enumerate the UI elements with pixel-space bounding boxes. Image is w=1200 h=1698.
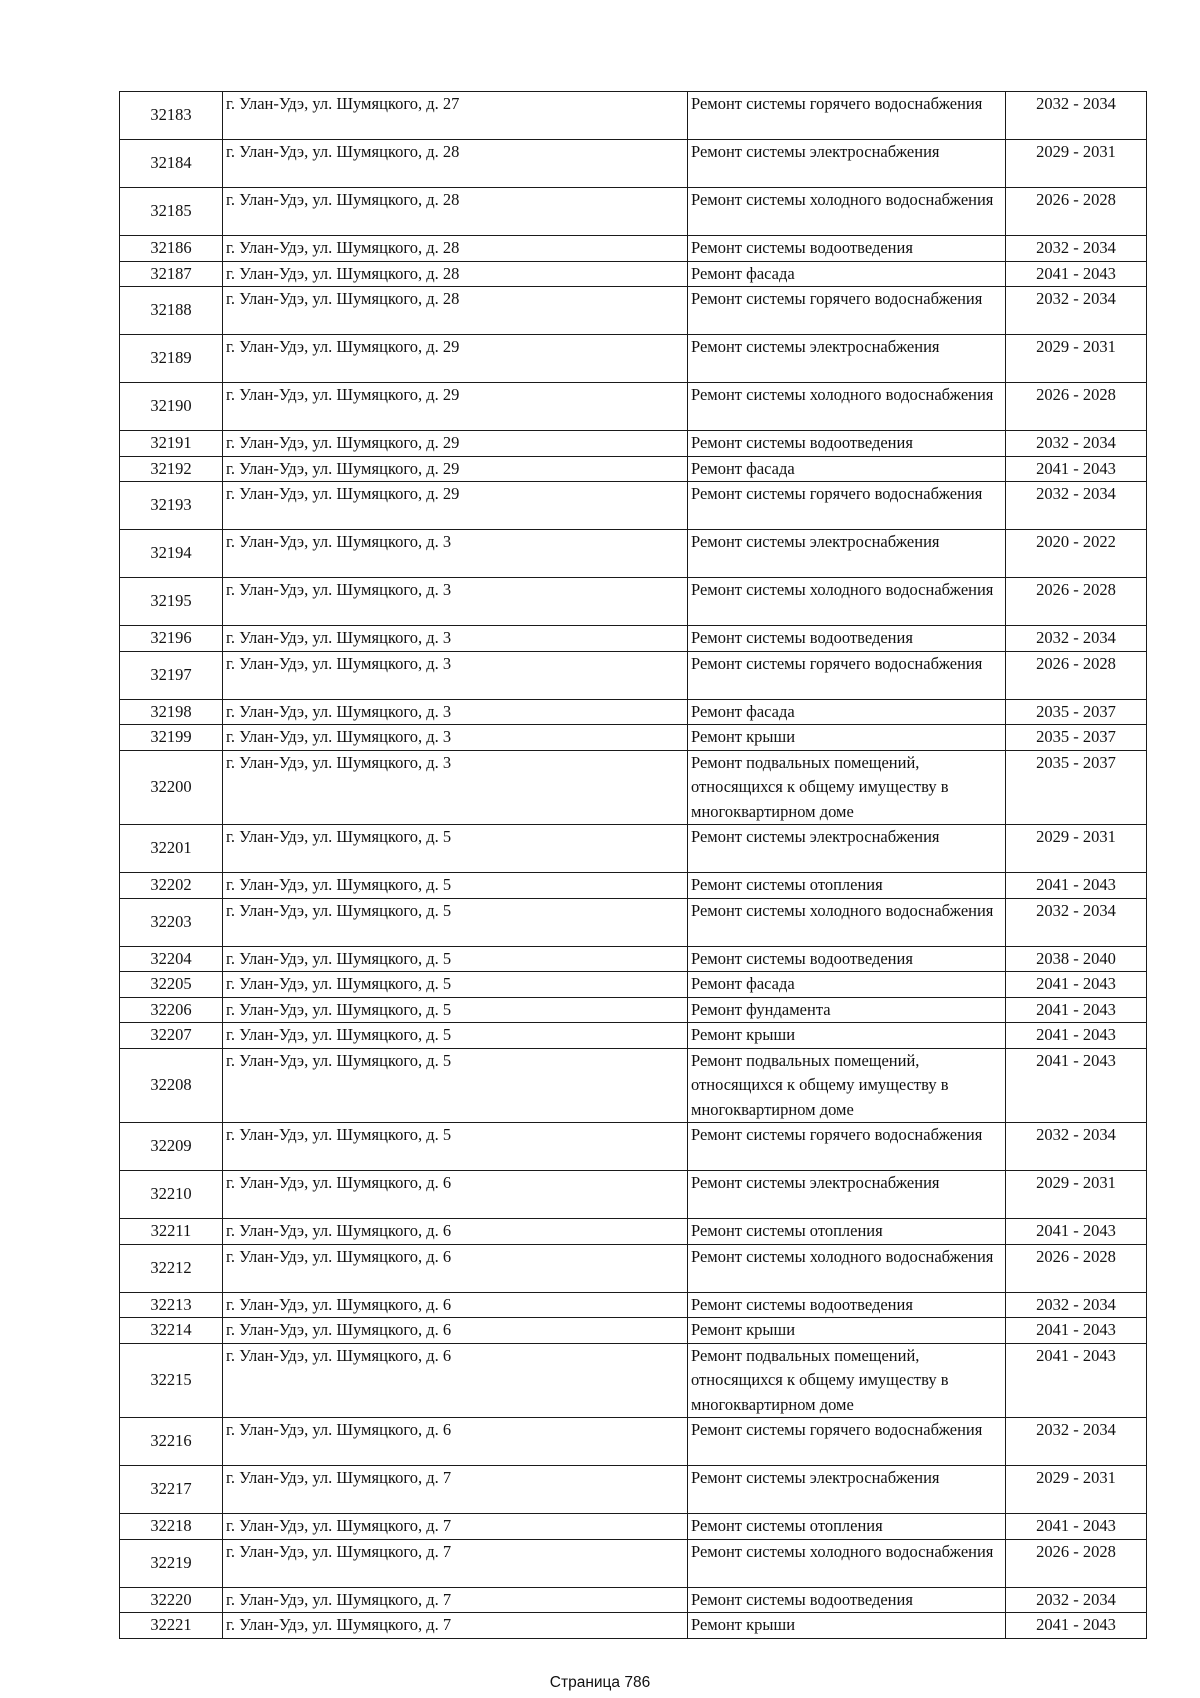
table-row <box>120 946 1147 972</box>
row-number-cell: 32210 <box>120 1171 223 1219</box>
address-cell: г. Улан-Удэ, ул. Шумяцкого, д. 5 <box>223 997 688 1023</box>
table-row <box>120 1343 1147 1418</box>
row-number-cell: 32192 <box>120 456 223 482</box>
table-row <box>120 1466 1147 1514</box>
table-row <box>120 1292 1147 1318</box>
address-cell: г. Улан-Удэ, ул. Шумяцкого, д. 29 <box>223 383 688 431</box>
work-type-cell: Ремонт системы водоотведения <box>688 1292 1006 1318</box>
work-type-cell: Ремонт системы электроснабжения <box>688 140 1006 188</box>
period-cell: 2041 - 2043 <box>1006 972 1147 998</box>
row-number-cell: 32196 <box>120 626 223 652</box>
row-number-cell: 32207 <box>120 1023 223 1049</box>
address-cell: г. Улан-Удэ, ул. Шумяцкого, д. 6 <box>223 1244 688 1292</box>
row-number-cell: 32213 <box>120 1292 223 1318</box>
row-number-cell: 32217 <box>120 1466 223 1514</box>
table-row <box>120 1123 1147 1171</box>
table-row <box>120 236 1147 262</box>
work-type-cell: Ремонт системы водоотведения <box>688 946 1006 972</box>
table-body <box>120 92 1147 1639</box>
period-cell: 2029 - 2031 <box>1006 1466 1147 1514</box>
table-row <box>120 92 1147 140</box>
address-cell: г. Улан-Удэ, ул. Шумяцкого, д. 6 <box>223 1343 688 1418</box>
address-cell: г. Улан-Удэ, ул. Шумяцкого, д. 29 <box>223 431 688 457</box>
address-cell: г. Улан-Удэ, ул. Шумяцкого, д. 7 <box>223 1613 688 1639</box>
period-cell: 2032 - 2034 <box>1006 287 1147 335</box>
period-cell: 2026 - 2028 <box>1006 383 1147 431</box>
table-row <box>120 725 1147 751</box>
row-number-cell: 32197 <box>120 651 223 699</box>
address-cell: г. Улан-Удэ, ул. Шумяцкого, д. 6 <box>223 1219 688 1245</box>
work-type-cell: Ремонт подвальных помещений, относящихся к общему имуществу в многоквартирном доме <box>688 1343 1006 1418</box>
work-type-cell: Ремонт фасада <box>688 261 1006 287</box>
work-type-cell: Ремонт системы горячего водоснабжения <box>688 287 1006 335</box>
period-cell: 2029 - 2031 <box>1006 140 1147 188</box>
table-row <box>120 750 1147 825</box>
period-cell: 2041 - 2043 <box>1006 1023 1147 1049</box>
address-cell: г. Улан-Удэ, ул. Шумяцкого, д. 3 <box>223 725 688 751</box>
row-number-cell: 32219 <box>120 1539 223 1587</box>
row-number-cell: 32209 <box>120 1123 223 1171</box>
table-row <box>120 626 1147 652</box>
period-cell: 2032 - 2034 <box>1006 92 1147 140</box>
work-type-cell: Ремонт системы холодного водоснабжения <box>688 1539 1006 1587</box>
table-row <box>120 1318 1147 1344</box>
address-cell: г. Улан-Удэ, ул. Шумяцкого, д. 27 <box>223 92 688 140</box>
address-cell: г. Улан-Удэ, ул. Шумяцкого, д. 3 <box>223 750 688 825</box>
work-type-cell: Ремонт крыши <box>688 1023 1006 1049</box>
address-cell: г. Улан-Удэ, ул. Шумяцкого, д. 6 <box>223 1318 688 1344</box>
row-number-cell: 32216 <box>120 1418 223 1466</box>
row-number-cell: 32186 <box>120 236 223 262</box>
table-row <box>120 825 1147 873</box>
address-cell: г. Улан-Удэ, ул. Шумяцкого, д. 7 <box>223 1514 688 1540</box>
work-type-cell: Ремонт фасада <box>688 456 1006 482</box>
table-row <box>120 898 1147 946</box>
address-cell: г. Улан-Удэ, ул. Шумяцкого, д. 29 <box>223 482 688 530</box>
period-cell: 2032 - 2034 <box>1006 482 1147 530</box>
row-number-cell: 32191 <box>120 431 223 457</box>
table-row <box>120 1418 1147 1466</box>
table-row <box>120 997 1147 1023</box>
work-type-cell: Ремонт системы электроснабжения <box>688 1171 1006 1219</box>
period-cell: 2026 - 2028 <box>1006 651 1147 699</box>
row-number-cell: 32206 <box>120 997 223 1023</box>
period-cell: 2032 - 2034 <box>1006 1418 1147 1466</box>
work-type-cell: Ремонт системы водоотведения <box>688 626 1006 652</box>
address-cell: г. Улан-Удэ, ул. Шумяцкого, д. 3 <box>223 626 688 652</box>
row-number-cell: 32208 <box>120 1048 223 1123</box>
work-type-cell: Ремонт системы электроснабжения <box>688 825 1006 873</box>
row-number-cell: 32218 <box>120 1514 223 1540</box>
address-cell: г. Улан-Удэ, ул. Шумяцкого, д. 3 <box>223 699 688 725</box>
work-type-cell: Ремонт системы электроснабжения <box>688 335 1006 383</box>
work-type-cell: Ремонт системы отопления <box>688 1514 1006 1540</box>
table-row <box>120 699 1147 725</box>
work-type-cell: Ремонт подвальных помещений, относящихся к общему имуществу в многоквартирном доме <box>688 750 1006 825</box>
page-number: Страница 786 <box>549 1674 651 1691</box>
table-row <box>120 972 1147 998</box>
work-type-cell: Ремонт системы электроснабжения <box>688 530 1006 578</box>
row-number-cell: 32187 <box>120 261 223 287</box>
table-row <box>120 578 1147 626</box>
work-type-cell: Ремонт фундамента <box>688 997 1006 1023</box>
address-cell: г. Улан-Удэ, ул. Шумяцкого, д. 5 <box>223 972 688 998</box>
period-cell: 2032 - 2034 <box>1006 898 1147 946</box>
address-cell: г. Улан-Удэ, ул. Шумяцкого, д. 5 <box>223 946 688 972</box>
period-cell: 2041 - 2043 <box>1006 1048 1147 1123</box>
period-cell: 2041 - 2043 <box>1006 261 1147 287</box>
table-row <box>120 651 1147 699</box>
table-row <box>120 1514 1147 1540</box>
address-cell: г. Улан-Удэ, ул. Шумяцкого, д. 5 <box>223 873 688 899</box>
work-type-cell: Ремонт системы холодного водоснабжения <box>688 383 1006 431</box>
period-cell: 2026 - 2028 <box>1006 1539 1147 1587</box>
work-type-cell: Ремонт системы горячего водоснабжения <box>688 1418 1006 1466</box>
row-number-cell: 32205 <box>120 972 223 998</box>
work-type-cell: Ремонт фасада <box>688 699 1006 725</box>
table-row <box>120 1587 1147 1613</box>
work-type-cell: Ремонт крыши <box>688 1318 1006 1344</box>
work-type-cell: Ремонт системы горячего водоснабжения <box>688 1123 1006 1171</box>
row-number-cell: 32204 <box>120 946 223 972</box>
period-cell: 2029 - 2031 <box>1006 1171 1147 1219</box>
address-cell: г. Улан-Удэ, ул. Шумяцкого, д. 5 <box>223 898 688 946</box>
work-type-cell: Ремонт подвальных помещений, относящихся к общему имуществу в многоквартирном доме <box>688 1048 1006 1123</box>
table-row <box>120 482 1147 530</box>
period-cell: 2026 - 2028 <box>1006 578 1147 626</box>
row-number-cell: 32202 <box>120 873 223 899</box>
work-type-cell: Ремонт крыши <box>688 725 1006 751</box>
period-cell: 2032 - 2034 <box>1006 1587 1147 1613</box>
table-row <box>120 140 1147 188</box>
period-cell: 2041 - 2043 <box>1006 1343 1147 1418</box>
period-cell: 2026 - 2028 <box>1006 188 1147 236</box>
table-row <box>120 873 1147 899</box>
address-cell: г. Улан-Удэ, ул. Шумяцкого, д. 3 <box>223 578 688 626</box>
work-type-cell: Ремонт системы электроснабжения <box>688 1466 1006 1514</box>
work-type-cell: Ремонт системы горячего водоснабжения <box>688 651 1006 699</box>
table-row <box>120 1613 1147 1639</box>
period-cell: 2029 - 2031 <box>1006 335 1147 383</box>
address-cell: г. Улан-Удэ, ул. Шумяцкого, д. 5 <box>223 1048 688 1123</box>
work-type-cell: Ремонт системы отопления <box>688 873 1006 899</box>
address-cell: г. Улан-Удэ, ул. Шумяцкого, д. 6 <box>223 1292 688 1318</box>
work-type-cell: Ремонт системы холодного водоснабжения <box>688 578 1006 626</box>
repair-schedule-table <box>119 91 1147 1639</box>
table-row <box>120 1023 1147 1049</box>
work-type-cell: Ремонт системы холодного водоснабжения <box>688 898 1006 946</box>
address-cell: г. Улан-Удэ, ул. Шумяцкого, д. 3 <box>223 651 688 699</box>
address-cell: г. Улан-Удэ, ул. Шумяцкого, д. 5 <box>223 825 688 873</box>
row-number-cell: 32185 <box>120 188 223 236</box>
period-cell: 2032 - 2034 <box>1006 431 1147 457</box>
table-row <box>120 188 1147 236</box>
period-cell: 2032 - 2034 <box>1006 1292 1147 1318</box>
address-cell: г. Улан-Удэ, ул. Шумяцкого, д. 5 <box>223 1123 688 1171</box>
row-number-cell: 32211 <box>120 1219 223 1245</box>
period-cell: 2041 - 2043 <box>1006 997 1147 1023</box>
table-row <box>120 1048 1147 1123</box>
period-cell: 2029 - 2031 <box>1006 825 1147 873</box>
table-row <box>120 1539 1147 1587</box>
row-number-cell: 32220 <box>120 1587 223 1613</box>
table-row <box>120 1219 1147 1245</box>
address-cell: г. Улан-Удэ, ул. Шумяцкого, д. 28 <box>223 236 688 262</box>
address-cell: г. Улан-Удэ, ул. Шумяцкого, д. 29 <box>223 456 688 482</box>
period-cell: 2041 - 2043 <box>1006 873 1147 899</box>
address-cell: г. Улан-Удэ, ул. Шумяцкого, д. 7 <box>223 1539 688 1587</box>
table-row <box>120 335 1147 383</box>
row-number-cell: 32190 <box>120 383 223 431</box>
row-number-cell: 32195 <box>120 578 223 626</box>
table-row <box>120 287 1147 335</box>
table-row <box>120 530 1147 578</box>
row-number-cell: 32221 <box>120 1613 223 1639</box>
work-type-cell: Ремонт системы горячего водоснабжения <box>688 92 1006 140</box>
period-cell: 2038 - 2040 <box>1006 946 1147 972</box>
period-cell: 2041 - 2043 <box>1006 1318 1147 1344</box>
table-row <box>120 431 1147 457</box>
address-cell: г. Улан-Удэ, ул. Шумяцкого, д. 7 <box>223 1587 688 1613</box>
table-row <box>120 261 1147 287</box>
period-cell: 2035 - 2037 <box>1006 699 1147 725</box>
address-cell: г. Улан-Удэ, ул. Шумяцкого, д. 7 <box>223 1466 688 1514</box>
address-cell: г. Улан-Удэ, ул. Шумяцкого, д. 29 <box>223 335 688 383</box>
period-cell: 2032 - 2034 <box>1006 1123 1147 1171</box>
address-cell: г. Улан-Удэ, ул. Шумяцкого, д. 28 <box>223 261 688 287</box>
row-number-cell: 32194 <box>120 530 223 578</box>
table-row <box>120 1171 1147 1219</box>
work-type-cell: Ремонт системы водоотведения <box>688 1587 1006 1613</box>
row-number-cell: 32201 <box>120 825 223 873</box>
period-cell: 2020 - 2022 <box>1006 530 1147 578</box>
address-cell: г. Улан-Удэ, ул. Шумяцкого, д. 5 <box>223 1023 688 1049</box>
row-number-cell: 32184 <box>120 140 223 188</box>
period-cell: 2032 - 2034 <box>1006 236 1147 262</box>
address-cell: г. Улан-Удэ, ул. Шумяцкого, д. 3 <box>223 530 688 578</box>
row-number-cell: 32188 <box>120 287 223 335</box>
period-cell: 2041 - 2043 <box>1006 456 1147 482</box>
address-cell: г. Улан-Удэ, ул. Шумяцкого, д. 6 <box>223 1171 688 1219</box>
period-cell: 2041 - 2043 <box>1006 1613 1147 1639</box>
period-cell: 2035 - 2037 <box>1006 725 1147 751</box>
row-number-cell: 32198 <box>120 699 223 725</box>
work-type-cell: Ремонт системы отопления <box>688 1219 1006 1245</box>
work-type-cell: Ремонт фасада <box>688 972 1006 998</box>
work-type-cell: Ремонт системы водоотведения <box>688 431 1006 457</box>
row-number-cell: 32199 <box>120 725 223 751</box>
period-cell: 2035 - 2037 <box>1006 750 1147 825</box>
row-number-cell: 32200 <box>120 750 223 825</box>
row-number-cell: 32212 <box>120 1244 223 1292</box>
address-cell: г. Улан-Удэ, ул. Шумяцкого, д. 28 <box>223 287 688 335</box>
work-type-cell: Ремонт крыши <box>688 1613 1006 1639</box>
table-row <box>120 383 1147 431</box>
row-number-cell: 32183 <box>120 92 223 140</box>
period-cell: 2041 - 2043 <box>1006 1219 1147 1245</box>
address-cell: г. Улан-Удэ, ул. Шумяцкого, д. 28 <box>223 140 688 188</box>
table-row <box>120 456 1147 482</box>
period-cell: 2032 - 2034 <box>1006 626 1147 652</box>
row-number-cell: 32189 <box>120 335 223 383</box>
row-number-cell: 32193 <box>120 482 223 530</box>
period-cell: 2041 - 2043 <box>1006 1514 1147 1540</box>
work-type-cell: Ремонт системы холодного водоснабжения <box>688 188 1006 236</box>
row-number-cell: 32203 <box>120 898 223 946</box>
work-type-cell: Ремонт системы холодного водоснабжения <box>688 1244 1006 1292</box>
period-cell: 2026 - 2028 <box>1006 1244 1147 1292</box>
work-type-cell: Ремонт системы водоотведения <box>688 236 1006 262</box>
address-cell: г. Улан-Удэ, ул. Шумяцкого, д. 28 <box>223 188 688 236</box>
row-number-cell: 32214 <box>120 1318 223 1344</box>
table-row <box>120 1244 1147 1292</box>
address-cell: г. Улан-Удэ, ул. Шумяцкого, д. 6 <box>223 1418 688 1466</box>
row-number-cell: 32215 <box>120 1343 223 1418</box>
work-type-cell: Ремонт системы горячего водоснабжения <box>688 482 1006 530</box>
